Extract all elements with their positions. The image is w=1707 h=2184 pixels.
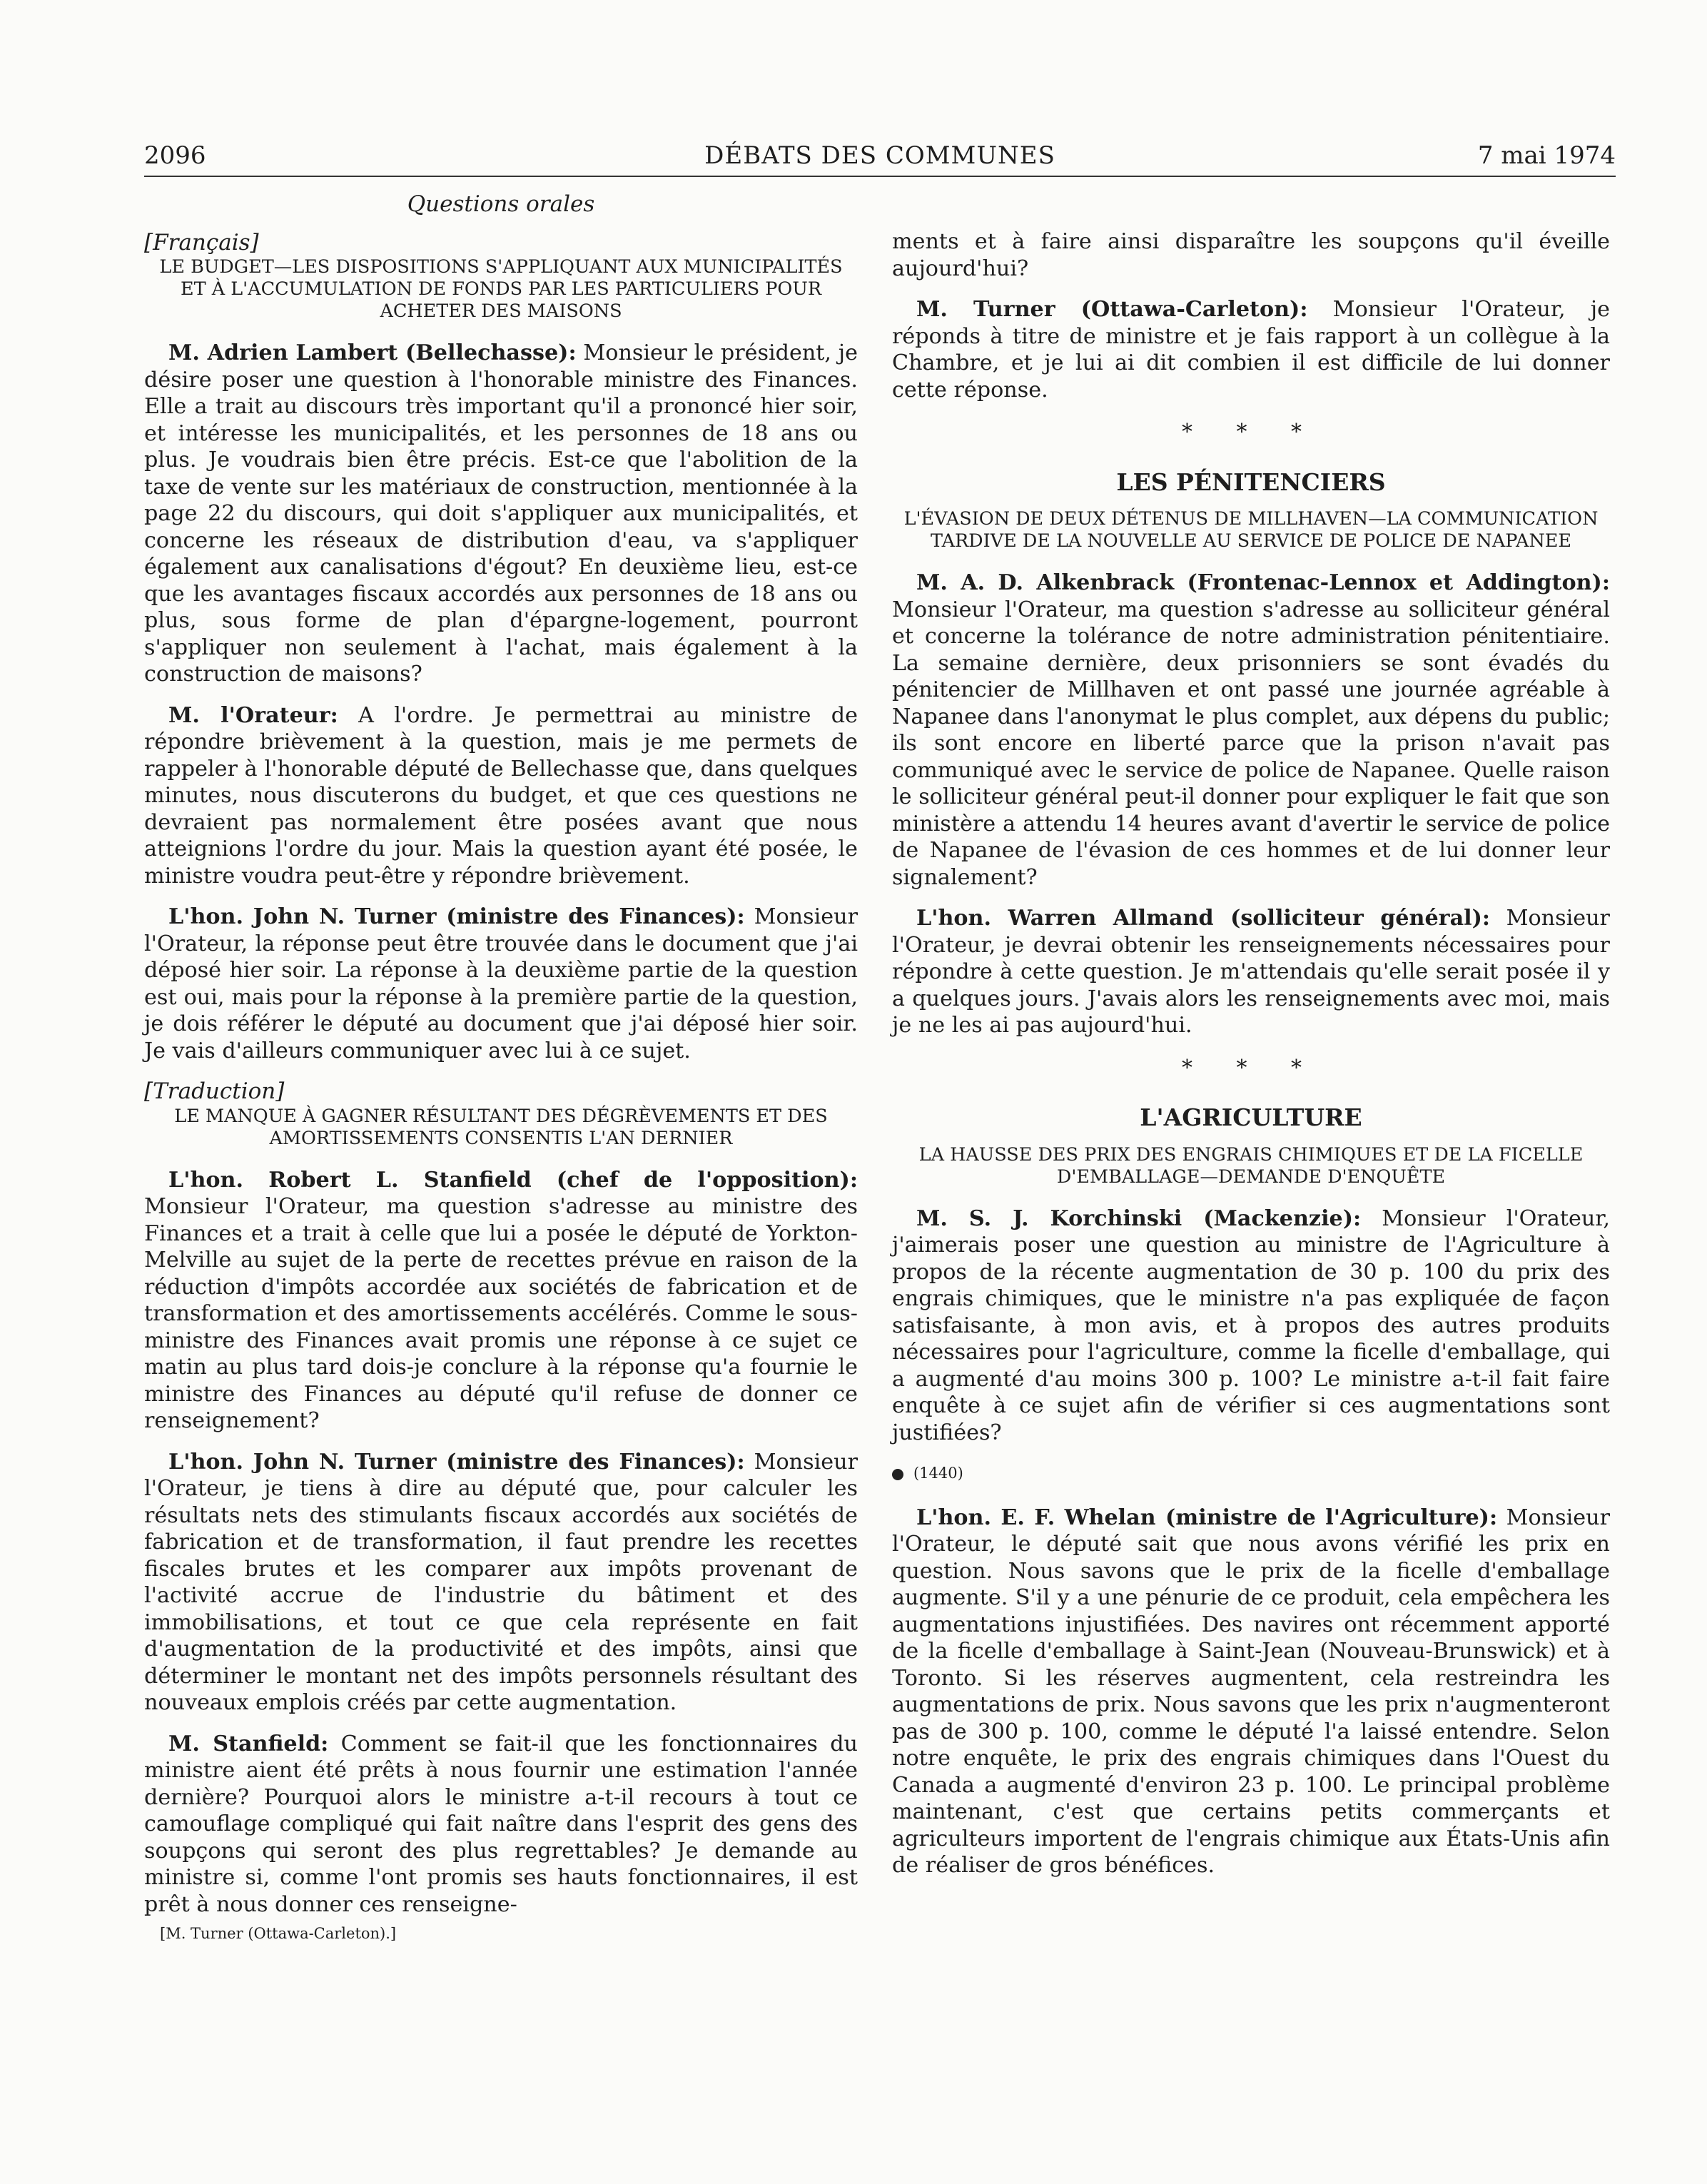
speaker: M. A. D. Alkenbrack (Frontenac-Lennox et Addington): bbox=[916, 570, 1610, 595]
speaker: M. Turner (Ottawa-Carleton): bbox=[916, 297, 1308, 322]
page-number: 2096 bbox=[144, 141, 206, 170]
section-heading: LES PÉNITENCIERS bbox=[1116, 467, 1386, 496]
language-tag: [Français] bbox=[144, 229, 259, 256]
publication-date: 7 mai 1974 bbox=[1477, 141, 1616, 170]
separator: * * * bbox=[1181, 1055, 1321, 1081]
paragraph bbox=[144, 1167, 858, 1435]
speech: Monsieur l'Orateur, j'aimerais poser une question au ministre de l'Agriculture à propos de la récente augmentation de 30 p. 100 du prix des engrais chimiques, que le ministre n'a pas expliquée de façon satisfaisante, à mon avis, et à propos des autres produits nécessaires pour l'agriculture, comme la ficelle d'emballage, qui a augmenté d'au moins 300 p. 100? Le ministre a-t-il fait faire enquête à ce sujet afin de vérifier si ces augmentations sont justifiées? bbox=[892, 1205, 1610, 1445]
language-tag: [Traduction] bbox=[144, 1078, 285, 1104]
speaker: L'hon. Warren Allmand (solliciteur général): bbox=[916, 906, 1491, 931]
section-heading: L'AGRICULTURE bbox=[1140, 1103, 1362, 1131]
speech: Monsieur l'Orateur, ma question s'adresse au solliciteur général et concerne la tolérance de notre administration pénitentiaire. La semaine dernière, deux prisonniers se sont évadés du pénitencier de Millhaven et ont passé une journée agréable à Napanee dans l'anonymat le plus complet, aux dépens du public; ils sont encore en liberté parce que la prison n'avait pas communiqué avec le service de police de Napanee. Quelle raison le solliciteur général peut-il donner pour expliquer le fait que son ministère a attendu 14 heures avant d'avertir le service de police de Napanee de l'évasion de ces hommes et de lui donner leur signalement? bbox=[892, 597, 1610, 890]
speaker: L'hon. Robert L. Stanfield (chef de l'opposition): bbox=[168, 1167, 858, 1193]
speech: Monsieur l'Orateur, je réponds à titre de ministre et je fais rapport à un collègue à la Chambre, et je lui ai dit combien il est difficile de lui donner cette réponse. bbox=[892, 297, 1610, 403]
speaker: M. l'Orateur: bbox=[168, 702, 338, 728]
speech: Monsieur l'Orateur, la réponse peut être trouvée dans le document que j'ai déposé hier soir. La réponse à la deuxième partie de la question est oui, mais pour la réponse à la première partie de la question, je dois référer le député au document que j'ai déposé hier soir. Je vais d'ailleurs communiquer avec lui à ce sujet. bbox=[144, 904, 858, 1063]
left-column bbox=[144, 191, 858, 1948]
speaker: L'hon. E. F. Whelan (ministre de l'Agriculture): bbox=[916, 1505, 1498, 1530]
section-title: Questions orales bbox=[407, 191, 595, 217]
paragraph bbox=[892, 228, 1610, 282]
footer-note: [M. Turner (Ottawa-Carleton).] bbox=[160, 1925, 397, 1942]
paragraph bbox=[144, 1731, 858, 1918]
speech: Monsieur l'Orateur, ma question s'adresse au ministre des Finances et a trait à celle que lui a posée le député de Yorkton-Melville au sujet de la perte de recettes prévue en raison de la réduction d'impôts accordée aux sociétés de fabrication et de transformation et des amortissements accélérés. Comme le sous-ministre des Finances avait promis une réponse à ce sujet ce matin au plus tard dois-je conclure à la réponse qu'a fournie le ministre des Finances au député qu'il refuse de donner ce renseignement? bbox=[144, 1194, 858, 1433]
paragraph bbox=[892, 1205, 1610, 1447]
subheading: LE BUDGET—LES DISPOSITIONS S'APPLIQUANT AUX MUNICIPALITÉS ET À L'ACCUMULATION DE FONDS PAR LES PARTICULIERS POUR ACHETER DES MAISONS bbox=[159, 256, 843, 322]
page-header bbox=[144, 140, 1616, 177]
paragraph bbox=[892, 296, 1610, 403]
speaker: L'hon. John N. Turner (ministre des Finances): bbox=[168, 1449, 745, 1475]
separator: * * * bbox=[1181, 420, 1321, 445]
paragraph bbox=[144, 904, 858, 1064]
speech: A l'ordre. Je permettrai au ministre de répondre brièvement à la question, mais je me permets de rappeler à l'honorable député de Bellechasse que, dans quelques minutes, nous discuterons du budget, et que ces questions ne devraient pas normalement être posées avant que nous atteignions l'ordre du jour. Mais la question ayant été posée, le ministre voudra peut-être y répondre brièvement. bbox=[144, 702, 858, 889]
paragraph bbox=[892, 570, 1610, 891]
subheading: LE MANQUE À GAGNER RÉSULTANT DES DÉGRÈVEMENTS ET DES AMORTISSEMENTS CONSENTIS L'AN DERNIER bbox=[174, 1105, 828, 1149]
right-column bbox=[892, 228, 1610, 1894]
paragraph bbox=[144, 1449, 858, 1717]
paragraph bbox=[892, 905, 1610, 1039]
speech: Monsieur le président, je désire poser une question à l'honorable ministre des Finances. Elle a trait au discours très important qu'il a prononcé hier soir, et intéresse les municipalités, et les personnes de 18 ans ou plus. Je voudrais bien être précis. Est-ce que l'abolition de la taxe de vente sur les matériaux de construction, mentionnée à la page 22 du discours, qui doit s'appliquer aux municipalités, et concerne les réseaux de distribution d'eau, va s'appliquer également aux canalisations d'égout? En deuxième lieu, est-ce que les avantages fiscaux accordés aux personnes de 18 ans ou plus, sous forme de plan d'épargne-logement, pourront s'appliquer non seulement à l'achat, mais également à la construction de maisons? bbox=[144, 340, 858, 687]
speech: Monsieur l'Orateur, je tiens à dire au député que, pour calculer les résultats nets des stimulants fiscaux accordés aux sociétés de fabrication et de transformation, il faut prendre les recettes fiscales brutes et les comparer aux impôts provenant de l'activité accrue de l'industrie du bâtiment et des immobilisations, et tout ce que cela représente en fait d'augmentation de la productivité et des impôts, ainsi que déterminer le montant net des impôts personnels résultant des nouveaux emplois créés par cette augmentation. bbox=[144, 1449, 858, 1715]
speaker: M. Adrien Lambert (Bellechasse): bbox=[168, 340, 577, 365]
paragraph bbox=[144, 340, 858, 688]
speech: Comment se fait-il que les fonctionnaires du ministre aient été prêts à nous fournir une estimation l'année dernière? Pourquoi alors le ministre a-t-il recours à tout ce camouflage compliqué qui fait naître dans l'esprit des gens des soupçons qui seront des plus regrettables? Je demande au ministre si, comme l'ont promis ses hauts fonctionnaires, il est prêt à nous donner ces renseigne- bbox=[144, 1731, 858, 1917]
subheading: LA HAUSSE DES PRIX DES ENGRAIS CHIMIQUES ET DE LA FICELLE D'EMBALLAGE—DEMANDE D'ENQUÊTE bbox=[918, 1143, 1584, 1188]
timestamp bbox=[892, 1460, 1610, 1487]
speech: Monsieur l'Orateur, le député sait que nous avons vérifié les prix en question. Nous savons que le prix de la ficelle d'emballage augmente. S'il y a une pénurie de ce produit, cela empêchera les augmentations injustifiées. Des navires ont récemment apporté de la ficelle d'emballage à Saint-Jean (Nouveau-Brunswick) et à Toronto. Si les réserves augmentent, cela restreindra les augmentations de prix. Nous savons que les prix n'augmenteront pas de 300 p. 100, comme le député l'a laissé entendre. Selon notre enquête, le prix des engrais chimiques dans l'Ouest du Canada a augmenté d'environ 23 p. 100. Le principal problème maintenant, c'est que certains petits commerçants et agriculteurs importent de l'engrais chimique aux États-Unis afin de réaliser de gros bénéfices. bbox=[892, 1505, 1610, 1878]
speech: Monsieur l'Orateur, je devrai obtenir les renseignements nécessaires pour répondre à cette question. Je m'attendais qu'elle serait posée il y a quelques jours. J'avais alors les renseignements avec moi, mais je ne les ai pas aujourd'hui. bbox=[892, 906, 1610, 1038]
paragraph bbox=[892, 1505, 1610, 1879]
subheading: L'ÉVASION DE DEUX DÉTENUS DE MILLHAVEN—LA COMMUNICATION TARDIVE DE LA NOUVELLE AU SERVICE DE POLICE DE NAPANEE bbox=[903, 508, 1599, 552]
speaker: L'hon. John N. Turner (ministre des Finances): bbox=[168, 904, 745, 929]
paragraph bbox=[144, 702, 858, 890]
timestamp-text: (1440) bbox=[913, 1465, 963, 1482]
speaker: M. Stanfield: bbox=[168, 1731, 329, 1756]
speech: ments et à faire ainsi disparaître les soupçons qu'il éveille aujourd'hui? bbox=[892, 229, 1610, 281]
bullet-icon bbox=[892, 1469, 903, 1480]
publication-title: DÉBATS DES COMMUNES bbox=[704, 141, 1055, 170]
speaker: M. S. J. Korchinski (Mackenzie): bbox=[916, 1205, 1362, 1231]
